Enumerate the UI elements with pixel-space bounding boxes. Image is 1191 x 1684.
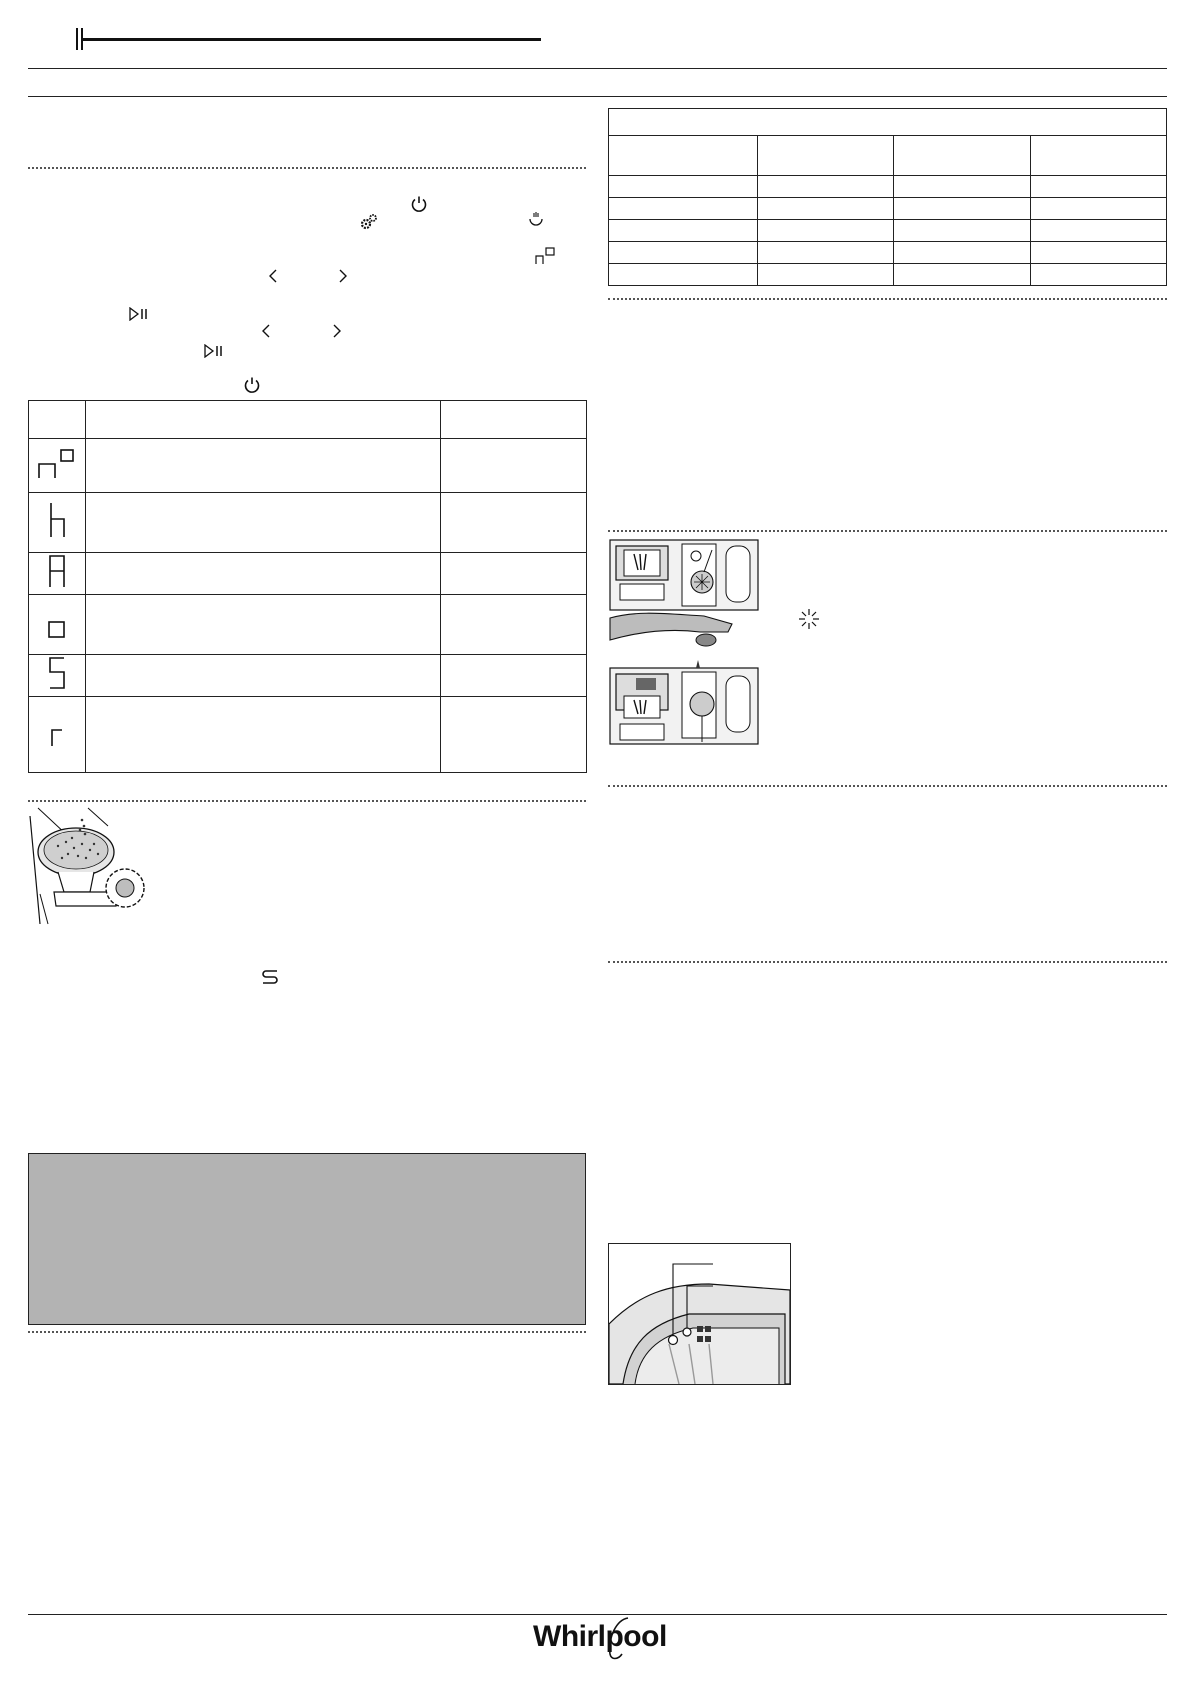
symbol-cell-r <box>29 697 86 773</box>
rinse-aid-adjust-drawing <box>609 1244 790 1384</box>
table-row <box>29 439 587 493</box>
table-row <box>29 595 587 655</box>
table-row <box>29 655 587 697</box>
right-dotted-separator-4 <box>608 961 1167 963</box>
symbol-cell-h <box>29 493 86 553</box>
second-rule <box>28 96 1167 97</box>
table-row <box>609 264 1167 286</box>
chevron-right-icon <box>337 269 349 283</box>
display-a-icon <box>42 553 72 589</box>
display-n-degree-icon <box>35 446 79 480</box>
note-box <box>28 1153 586 1325</box>
symbol-cell-a <box>29 553 86 595</box>
chevron-right-icon <box>331 324 343 338</box>
play-pause-icon <box>129 307 149 321</box>
brand-logo-swirl-icon <box>604 1616 634 1662</box>
table-row <box>29 553 587 595</box>
brand-logo: Whirlpool <box>533 1620 667 1653</box>
rinse-aid-adjust-illustration <box>608 1243 791 1385</box>
table-row <box>609 176 1167 198</box>
footer-rule <box>28 1614 1167 1615</box>
settings-table <box>28 400 587 773</box>
table-header-row <box>609 136 1167 176</box>
right-dotted-separator-3 <box>608 785 1167 787</box>
power-icon <box>410 195 428 213</box>
play-pause-icon <box>204 344 224 358</box>
symbol-cell-n <box>29 439 86 493</box>
chevron-left-icon <box>267 269 279 283</box>
header-bar <box>81 38 541 41</box>
table-row <box>609 198 1167 220</box>
display-code-icon <box>534 246 558 266</box>
table-header-row <box>29 401 587 439</box>
rinse-aid-sparkle-icon <box>798 608 820 630</box>
top-rule <box>28 68 1167 69</box>
dispenser-illustration <box>608 536 760 754</box>
hardness-table <box>608 108 1167 286</box>
display-h-icon <box>42 501 72 539</box>
table-row <box>29 493 587 553</box>
power-icon <box>243 376 261 394</box>
salt-s-icon <box>260 968 280 986</box>
header-vertical-mark-1 <box>76 28 78 50</box>
symbol-cell-o <box>29 595 86 655</box>
left-dotted-separator-2 <box>28 800 586 802</box>
left-dotted-separator-1 <box>28 167 586 169</box>
eco-hand-icon <box>526 210 546 230</box>
display-s-icon <box>42 655 72 691</box>
table-title-row <box>609 109 1167 136</box>
salt-filling-illustration <box>28 806 158 928</box>
display-o-icon <box>42 604 72 640</box>
gears-icon <box>359 212 379 232</box>
left-dotted-separator-3 <box>28 1331 586 1333</box>
symbol-cell-s <box>29 655 86 697</box>
right-dotted-separator-2 <box>608 530 1167 532</box>
chevron-left-icon <box>260 324 272 338</box>
right-dotted-separator-1 <box>608 298 1167 300</box>
display-r-icon <box>42 714 72 750</box>
table-row <box>609 242 1167 264</box>
table-row <box>29 697 587 773</box>
table-row <box>609 220 1167 242</box>
